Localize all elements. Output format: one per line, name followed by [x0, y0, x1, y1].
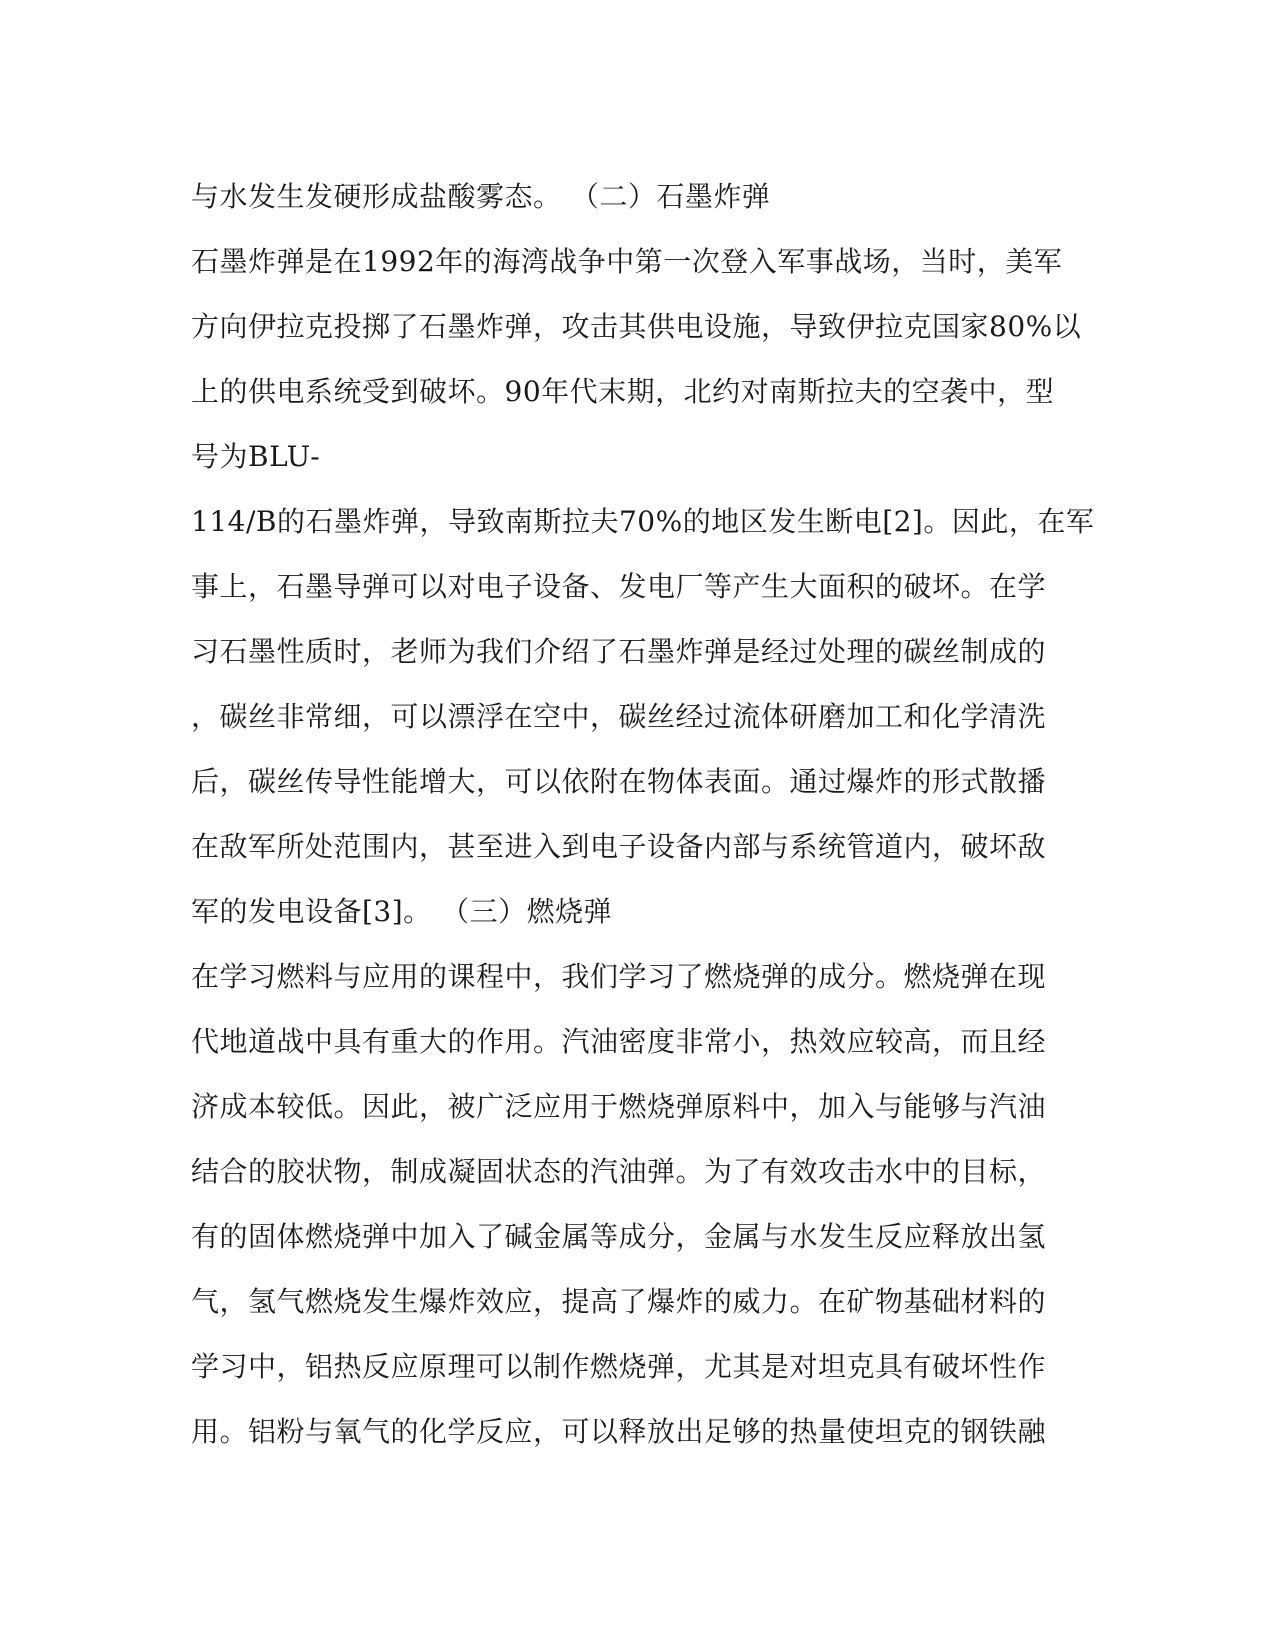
text-line: 有的固体燃烧弹中加入了碱金属等成分，金属与水发生反应释放出氢 — [191, 1220, 1047, 1253]
text-line: 在敌军所处范围内，甚至进入到电子设备内部与系统管道内，破坏敌 — [191, 830, 1047, 863]
text-line: 号为BLU- — [191, 440, 321, 473]
text-line: 习石墨性质时，老师为我们介绍了石墨炸弹是经过处理的碳丝制成的 — [191, 635, 1047, 668]
text-line: 后，碳丝传导性能增大，可以依附在物体表面。通过爆炸的形式散播 — [191, 765, 1047, 798]
text-line: 用。铝粉与氧气的化学反应，可以释放出足够的热量使坦克的钢铁融 — [191, 1415, 1047, 1448]
text-line: 军的发电设备[3]。 （三）燃烧弹 — [191, 895, 613, 928]
text-line: 114/B的石墨炸弹，导致南斯拉夫70%的地区发生断电[2]。因此，在军 — [191, 505, 1095, 538]
text-line: 事上，石墨导弹可以对电子设备、发电厂等产生大面积的破坏。在学 — [191, 570, 1047, 603]
text-line: 方向伊拉克投掷了石墨炸弹，攻击其供电设施，导致伊拉克国家80%以 — [191, 310, 1082, 343]
text-line: 济成本较低。因此，被广泛应用于燃烧弹原料中，加入与能够与汽油 — [191, 1090, 1047, 1123]
text-line: 上的供电系统受到破坏。90年代末期，北约对南斯拉夫的空袭中，型 — [191, 375, 1055, 408]
text-line: 结合的胶状物，制成凝固状态的汽油弹。为了有效攻击水中的目标， — [191, 1155, 1047, 1188]
text-line: ，碳丝非常细，可以漂浮在空中，碳丝经过流体研磨加工和化学清洗 — [191, 700, 1047, 733]
text-line: 在学习燃料与应用的课程中，我们学习了燃烧弹的成分。燃烧弹在现 — [191, 960, 1047, 993]
text-line: 石墨炸弹是在1992年的海湾战争中第一次登入军事战场，当时，美军 — [191, 245, 1063, 278]
text-line: 气，氢气燃烧发生爆炸效应，提高了爆炸的威力。在矿物基础材料的 — [191, 1285, 1047, 1318]
text-line: 学习中，铝热反应原理可以制作燃烧弹，尤其是对坦克具有破坏性作 — [191, 1350, 1047, 1383]
text-line: 与水发生发硬形成盐酸雾态。 （二）石墨炸弹 — [191, 180, 771, 213]
text-line: 代地道战中具有重大的作用。汽油密度非常小，热效应较高，而且经 — [191, 1025, 1047, 1058]
body-text — [191, 164, 1095, 1464]
